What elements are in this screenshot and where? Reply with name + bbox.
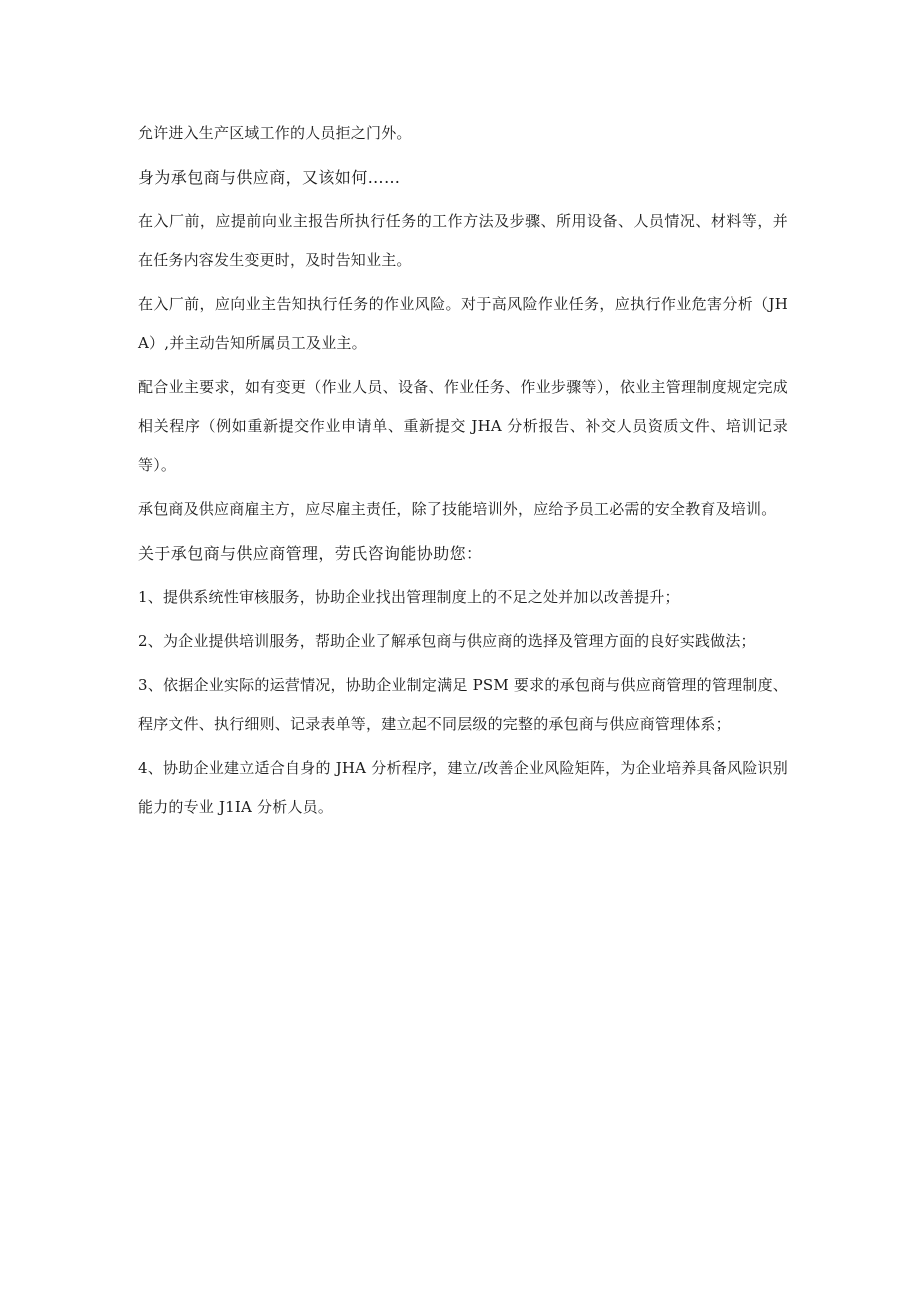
list-item-audit: 1、提供系统性审核服务，协助企业找出管理制度上的不足之处并加以改善提升； (138, 588, 680, 606)
paragraph-change-procedure: 配合业主要求，如有变更（作业人员、设备、作业任务、作业步骤等），依业主管理制度规定完成相关程序（例如重新提交作业申请单、重新提交 JHA 分析报告、补交人员资质文件、培训记录等）。 (138, 378, 788, 474)
paragraph-employer-responsibility: 承包商及供应商雇主方，应尽雇主责任，除了技能培训外，应给予员工必需的安全教育及培训。 (138, 500, 777, 518)
document-body (138, 114, 788, 827)
list-item-training: 2、为企业提供培训服务，帮助企业了解承包商与供应商的选择及管理方面的良好实践做法； (138, 632, 756, 650)
section-heading-services: 关于承包商与供应商管理，劳氏咨询能协助您： (138, 544, 483, 563)
paragraph-risk-notice: 在入厂前，应向业主告知执行任务的作业风险。对于高风险作业任务，应执行作业危害分析（JHA）,并主动告知所属员工及业主。 (138, 295, 788, 352)
section-heading-contractor: 身为承包商与供应商，又该如何…… (138, 168, 401, 187)
paragraph-report-before-entry: 在入厂前，应提前向业主报告所执行任务的工作方法及步骤、所用设备、人员情况、材料等，并在任务内容发生变更时，及时告知业主。 (138, 212, 788, 269)
paragraph-intro-tail: 允许进入生产区域工作的人员拒之门外。 (138, 124, 412, 142)
list-item-management-system: 3、依据企业实际的运营情况，协助企业制定满足 PSM 要求的承包商与供应商管理的管理制度、程序文件、执行细则、记录表单等，建立起不同层级的完整的承包商与供应商管理体系； (138, 676, 788, 733)
list-item-jha-program: 4、协助企业建立适合自身的 JHA 分析程序，建立/改善企业风险矩阵，为企业培养具备风险识别能力的专业 J1IA 分析人员。 (138, 759, 788, 816)
